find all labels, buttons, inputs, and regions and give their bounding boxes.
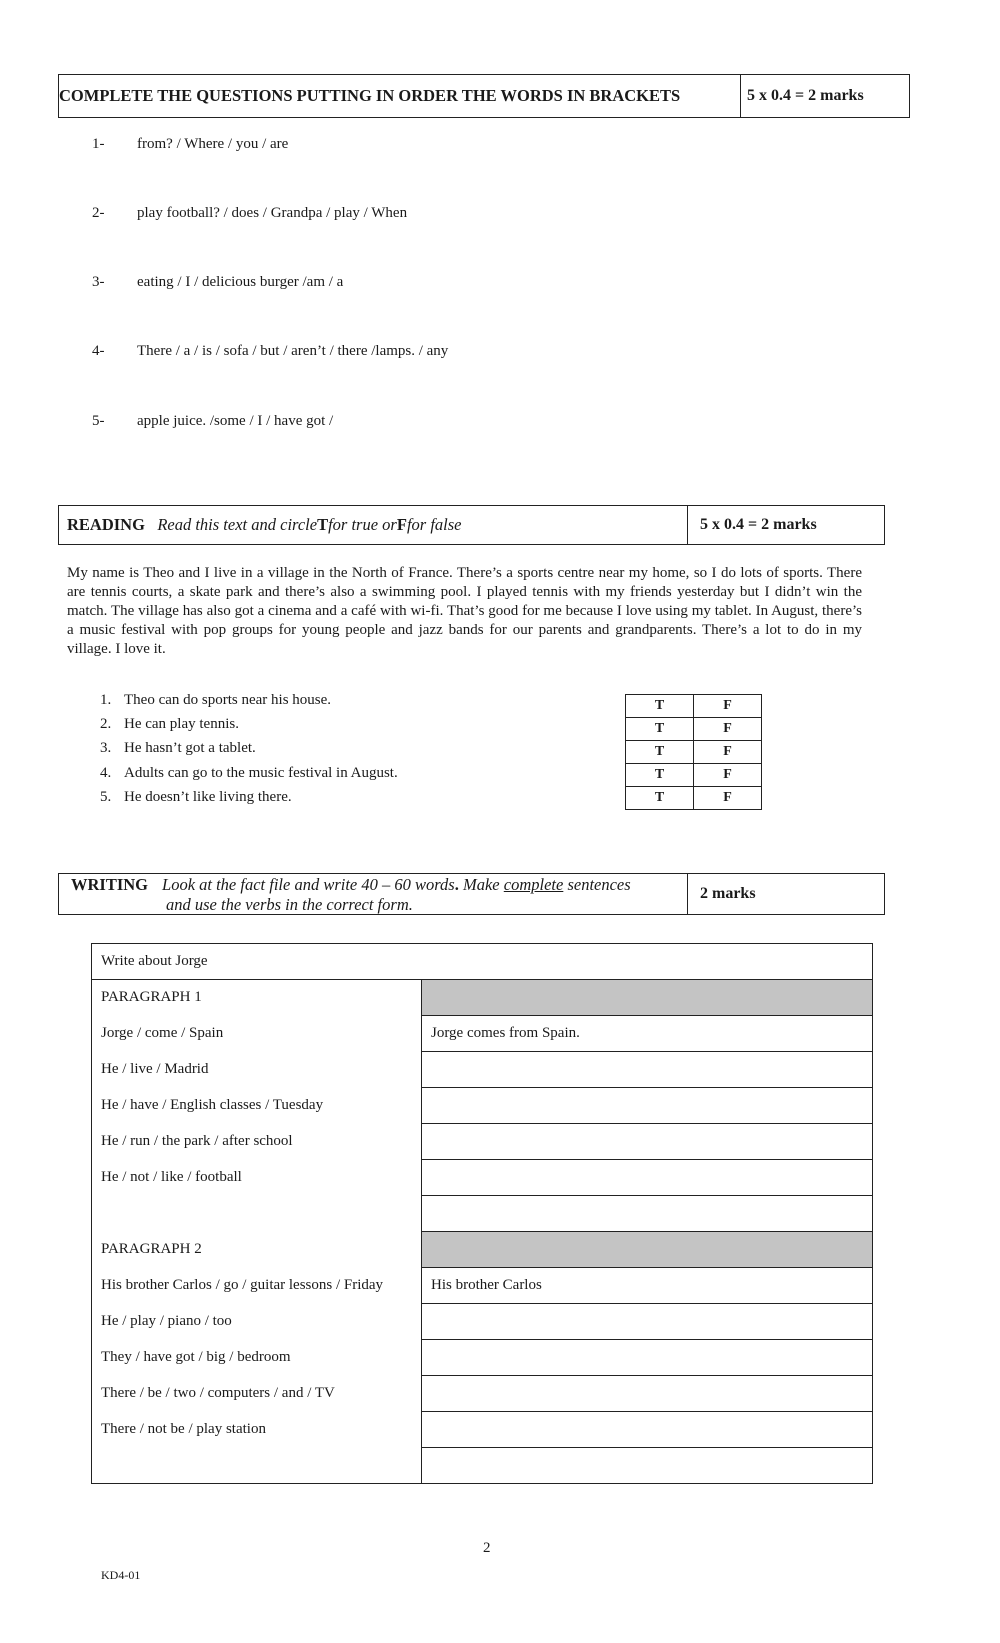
fact-prompt: His brother Carlos / go / guitar lessons / Friday [92, 1268, 422, 1304]
question-words: apple juice. /some / I / have got / [137, 413, 334, 429]
reading-instruction-text: Read this text and circle [157, 515, 318, 534]
answer-cell[interactable] [422, 1304, 873, 1340]
answer-cell[interactable] [422, 1412, 873, 1448]
true-option[interactable]: T [626, 787, 694, 810]
answer-cell[interactable] [422, 1448, 873, 1484]
writing-instruction-text: sentences [563, 875, 631, 894]
question-number: 5- [92, 413, 105, 429]
order-section-marks: 5 x 0.4 = 2 marks [740, 75, 909, 117]
false-option[interactable]: F [694, 787, 762, 810]
statement-text: He hasn’t got a tablet. [124, 740, 256, 756]
order-section-title: COMPLETE THE QUESTIONS PUTTING IN ORDER THE WORDS IN BRACKETS [59, 86, 681, 105]
true-option[interactable]: T [626, 764, 694, 787]
fact-prompt: He / play / piano / too [92, 1304, 422, 1340]
answer-cell[interactable] [422, 1124, 873, 1160]
fact-file-row [92, 1088, 873, 1124]
false-option[interactable]: F [694, 718, 762, 741]
answer-cell [422, 1232, 873, 1268]
statement-text: He doesn’t like living there. [124, 789, 292, 805]
order-section-header [58, 74, 910, 118]
writing-section-header [58, 873, 885, 915]
fact-file-row [92, 1412, 873, 1448]
fact-file-row [92, 1124, 873, 1160]
writing-instruction-underlined: complete [503, 875, 564, 894]
question-number: 2- [92, 205, 105, 221]
true-option[interactable]: T [626, 741, 694, 764]
writing-instruction-text: Look at the fact file and write 40 – 60 words [162, 875, 455, 894]
fact-prompt: There / be / two / computers / and / TV [92, 1376, 422, 1412]
fact-file-row [92, 1160, 873, 1196]
fact-prompt: PARAGRAPH 1 [92, 980, 422, 1016]
writing-instruction-line2: and use the verbs in the correct form. [166, 895, 413, 914]
true-false-row [626, 718, 762, 741]
fact-file-row [92, 1052, 873, 1088]
fact-file-row [92, 1016, 873, 1052]
statement-number: 5. [100, 789, 112, 805]
statement-number: 4. [100, 765, 112, 781]
true-option[interactable]: T [626, 695, 694, 718]
question-number: 3- [92, 274, 105, 290]
fact-prompt: He / not / like / football [92, 1160, 422, 1196]
false-option[interactable]: F [694, 741, 762, 764]
fact-file-title-row [92, 944, 873, 980]
fact-prompt: He / have / English classes / Tuesday [92, 1088, 422, 1124]
fact-file-row [92, 1304, 873, 1340]
answer-cell[interactable] [422, 1196, 873, 1232]
answer-cell[interactable] [422, 1340, 873, 1376]
answer-cell[interactable]: Jorge comes from Spain. [422, 1016, 873, 1052]
answer-cell[interactable] [422, 1160, 873, 1196]
reading-instruction-text: for true or [328, 515, 397, 534]
answer-cell[interactable] [422, 1052, 873, 1088]
question-words: from? / Where / you / are [137, 136, 289, 152]
true-false-grid [625, 694, 762, 810]
reading-instruction-text: for false [406, 515, 462, 534]
fact-prompt [92, 1196, 422, 1232]
writing-instructions [59, 874, 687, 914]
statement-number: 3. [100, 740, 112, 756]
question-words: eating / I / delicious burger /am / a [137, 274, 344, 290]
reading-passage: My name is Theo and I live in a village in the North of France. There’s a sports centre near my home, so I do lots of sports. There are tennis courts, a skate park and there’s also a swimming pool. I played tennis with my friends yesterday but I didn’t win the match. The village has also got a cinema and a café with wi-fi. That’s good for me because I love using my tablet. In August, there’s a music festival with pop groups for young people and jazz bands for our parents and grandparents. There’s a lot to do in my village. I love it. [67, 565, 862, 657]
true-false-row [626, 741, 762, 764]
fact-prompt [92, 1448, 422, 1484]
reading-section-header [58, 505, 885, 545]
false-option[interactable]: F [694, 695, 762, 718]
answer-cell[interactable]: His brother Carlos [422, 1268, 873, 1304]
writing-instruction-dot: . [454, 875, 459, 894]
reading-section-marks: 5 x 0.4 = 2 marks [687, 506, 884, 544]
writing-instruction-text: Make [458, 875, 504, 894]
page-number: 2 [483, 1540, 491, 1556]
reading-instructions [59, 506, 687, 544]
answer-cell[interactable] [422, 1088, 873, 1124]
fact-prompt: There / not be / play station [92, 1412, 422, 1448]
statement-text: He can play tennis. [124, 716, 239, 732]
reading-instruction-false: F [396, 515, 407, 534]
fact-file-row [92, 1268, 873, 1304]
true-false-row [626, 695, 762, 718]
document-code: KD4-01 [101, 1568, 141, 1582]
true-option[interactable]: T [626, 718, 694, 741]
statement-number: 1. [100, 692, 112, 708]
answer-cell [422, 980, 873, 1016]
statement-text: Adults can go to the music festival in August. [124, 765, 398, 781]
answer-cell[interactable] [422, 1376, 873, 1412]
fact-file-row [92, 1196, 873, 1232]
fact-file-row [92, 980, 873, 1016]
true-false-row [626, 787, 762, 810]
fact-file-row [92, 1232, 873, 1268]
statement-number: 2. [100, 716, 112, 732]
fact-file-title: Write about Jorge [92, 944, 873, 980]
writing-section-marks: 2 marks [687, 874, 884, 914]
question-words: There / a / is / sofa / but / aren’t / there /lamps. / any [137, 343, 449, 359]
fact-file-row [92, 1448, 873, 1484]
reading-label: READING [67, 515, 145, 534]
fact-prompt: PARAGRAPH 2 [92, 1232, 422, 1268]
writing-label: WRITING [71, 875, 149, 894]
fact-prompt: Jorge / come / Spain [92, 1016, 422, 1052]
fact-prompt: He / run / the park / after school [92, 1124, 422, 1160]
question-words: play football? / does / Grandpa / play / When [137, 205, 408, 221]
statement-text: Theo can do sports near his house. [124, 692, 332, 708]
fact-file-row [92, 1340, 873, 1376]
fact-file-row [92, 1376, 873, 1412]
fact-prompt: He / live / Madrid [92, 1052, 422, 1088]
fact-file-table [91, 943, 873, 1484]
reading-instruction-true: T [317, 515, 329, 534]
true-false-row [626, 764, 762, 787]
fact-prompt: They / have got / big / bedroom [92, 1340, 422, 1376]
question-number: 1- [92, 136, 105, 152]
question-number: 4- [92, 343, 105, 359]
false-option[interactable]: F [694, 764, 762, 787]
